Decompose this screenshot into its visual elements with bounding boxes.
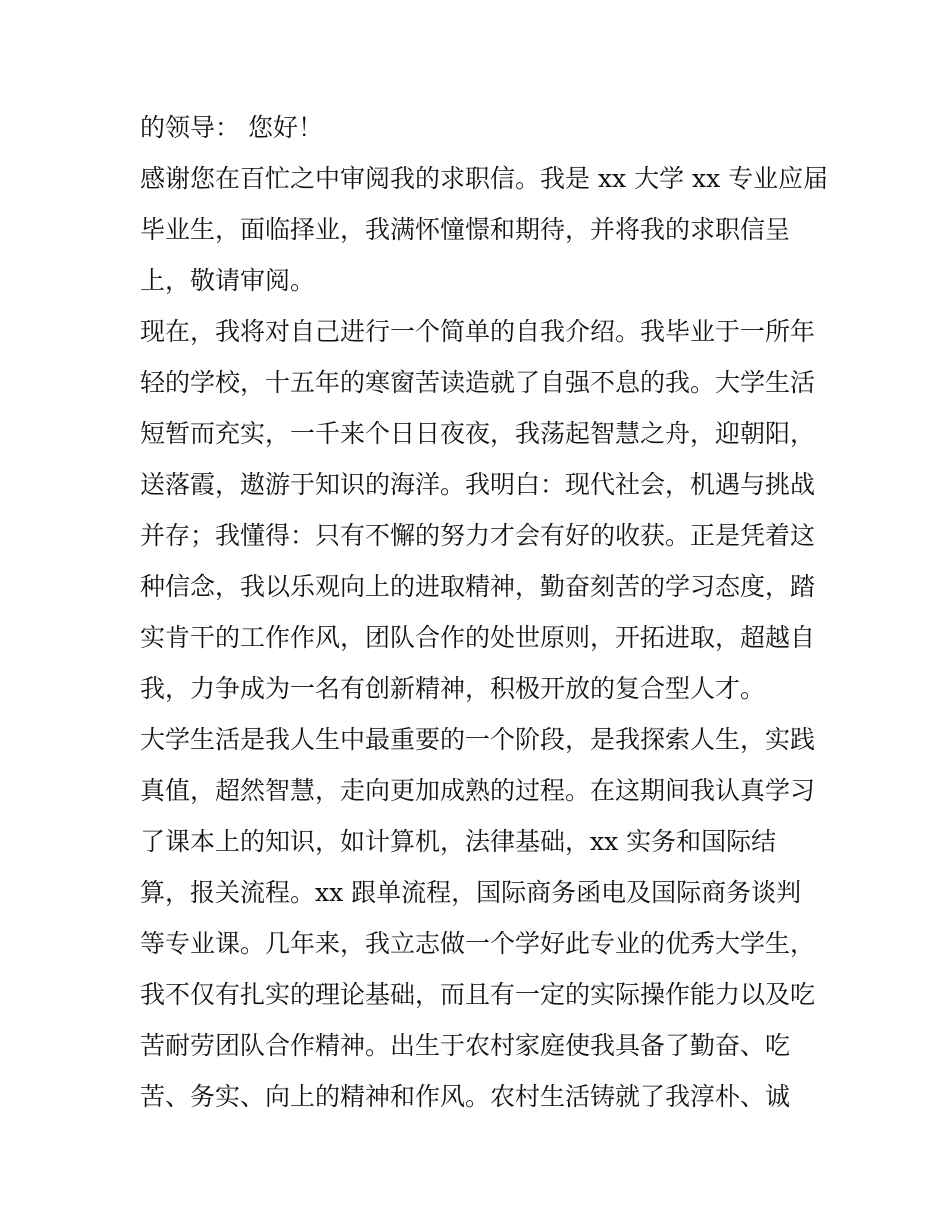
text-line: 现在，我将对自己进行一个简单的自我介绍。我毕业于一所年 [140, 317, 816, 346]
text-line: 算，报关流程。xx 跟单流程，国际商务函电及国际商务谈判 [140, 878, 802, 907]
text-line: 等专业课。几年来，我立志做一个学好此专业的优秀大学生， [140, 929, 816, 958]
text-line: 苦耐劳团队合作精神。出生于农村家庭使我具备了勤奋、吃 [140, 1031, 791, 1060]
text-line: 大学生活是我人生中最重要的一个阶段，是我探索人生，实践 [140, 725, 816, 754]
text-line: 并存；我懂得：只有不懈的努力才会有好的收获。正是凭着这 [140, 521, 816, 550]
text-line: 苦、务实、向上的精神和作风。农村生活铸就了我淳朴、诚 [140, 1082, 791, 1111]
text-line: 毕业生，面临择业，我满怀憧憬和期待，并将我的求职信呈 [140, 215, 791, 244]
text-line: 的领导： 您好！ [140, 113, 323, 142]
text-line: 种信念，我以乐观向上的进取精神，勤奋刻苦的学习态度，踏 [140, 572, 816, 601]
text-line: 上，敬请审阅。 [140, 266, 316, 295]
text-line: 轻的学校，十五年的寒窗苦读造就了自强不息的我。大学生活 [140, 368, 816, 397]
text-line: 我，力争成为一名有创新精神，积极开放的复合型人才。 [140, 674, 766, 703]
text-line: 真值，超然智慧，走向更加成熟的过程。在这期间我认真学习 [140, 776, 816, 805]
text-line: 感谢您在百忙之中审阅我的求职信。我是 xx 大学 xx 专业应届 [140, 164, 829, 193]
text-line: 实肯干的工作作风，团队合作的处世原则，开拓进取，超越自 [140, 623, 816, 652]
text-line: 了课本上的知识，如计算机，法律基础，xx 实务和国际结 [140, 827, 777, 856]
text-line: 送落霞，遨游于知识的海洋。我明白：现代社会，机遇与挑战 [140, 470, 816, 499]
text-line: 短暂而充实，一千来个日日夜夜，我荡起智慧之舟，迎朝阳， [140, 419, 816, 448]
text-line: 我不仅有扎实的理论基础，而且有一定的实际操作能力以及吃 [140, 980, 816, 1009]
